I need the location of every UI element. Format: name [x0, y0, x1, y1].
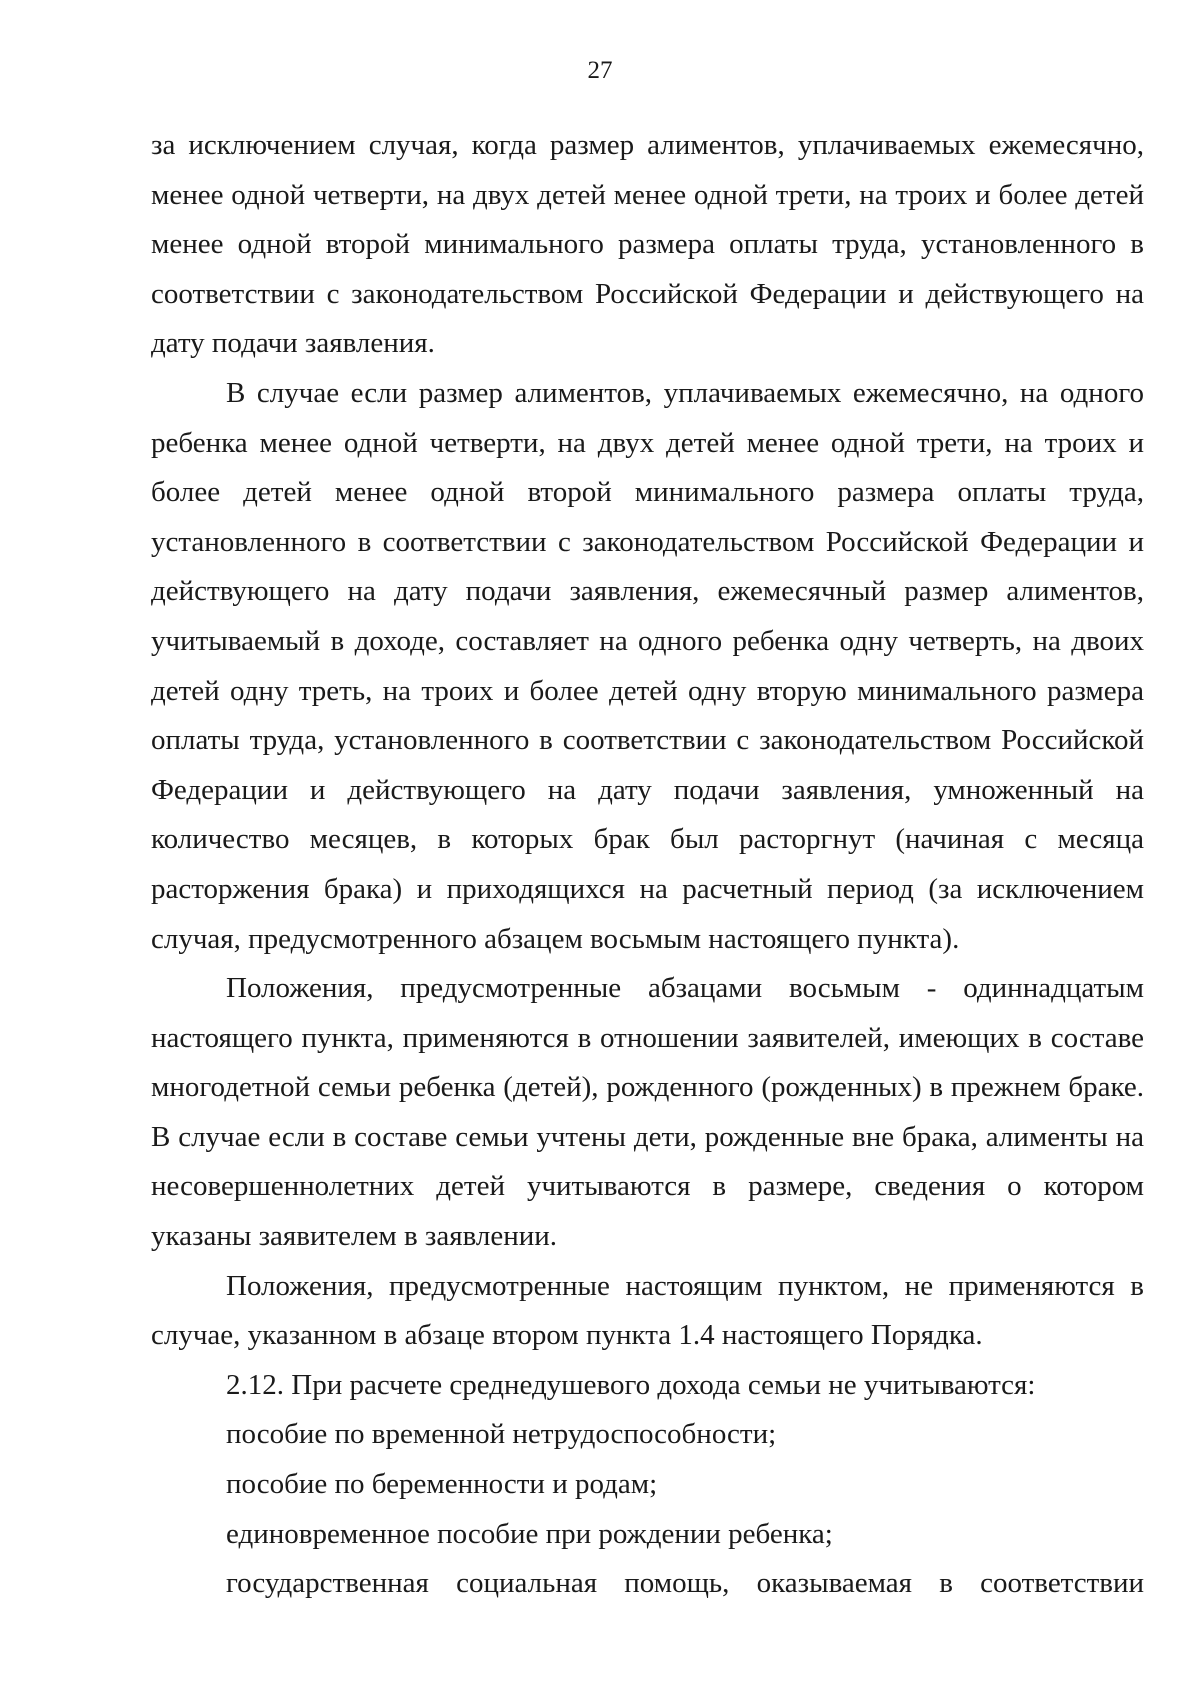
list-item: единовременное пособие при рождении ребенка;	[226, 1517, 833, 1550]
paragraph: за исключением случая, когда размер алиментов, уплачиваемых ежемесячно, менее одной четверти, на двух детей менее одной трети, на троих и более детей менее одной второй минимального размера оплаты труда, установленного в соответствии с законодательством Российской Федерации и действующего на дату подачи заявления.	[151, 129, 1144, 360]
list-item: государственная социальная помощь, оказываемая в соответствии	[226, 1567, 1144, 1600]
list-item: пособие по временной нетрудоспособности;	[226, 1418, 777, 1451]
page-number: 27	[587, 57, 613, 84]
document-body	[151, 121, 1144, 1609]
paragraph: В случае если размер алиментов, уплачиваемых ежемесячно, на одного ребенка менее одной четверти, на двух детей менее одной трети, на троих и более детей менее одной второй минимального размера оплаты труда, установленного в соответствии с законодательством Российской Федерации и действующего на дату подачи заявления, ежемесячный размер алиментов, учитываемый в доходе, составляет на одного ребенка одну четверть, на двоих детей одну треть, на троих и более детей одну вторую минимального размера оплаты труда, установленного в соответствии с законодательством Российской Федерации и действующего на дату подачи заявления, умноженный на количество месяцев, в которых брак был расторгнут (начиная с месяца расторжения брака) и приходящихся на расчетный период (за исключением случая, предусмотренного абзацем восьмым настоящего пункта).	[151, 376, 1144, 955]
paragraph: Положения, предусмотренные абзацами восьмым - одиннадцатым настоящего пункта, применяются в отношении заявителей, имеющих в составе многодетной семьи ребенка (детей), рожденного (рожденных) в прежнем браке. В случае если в составе семьи учтены дети, рожденные вне брака, алименты на несовершеннолетних детей учитываются в размере, сведения о котором указаны заявителем в заявлении.	[151, 972, 1144, 1253]
paragraph: Положения, предусмотренные настоящим пунктом, не применяются в случае, указанном в абзаце втором пункта 1.4 настоящего Порядка.	[151, 1269, 1144, 1352]
list-item: пособие по беременности и родам;	[226, 1468, 658, 1501]
paragraph: 2.12. При расчете среднедушевого дохода семьи не учитываются:	[226, 1368, 1036, 1401]
